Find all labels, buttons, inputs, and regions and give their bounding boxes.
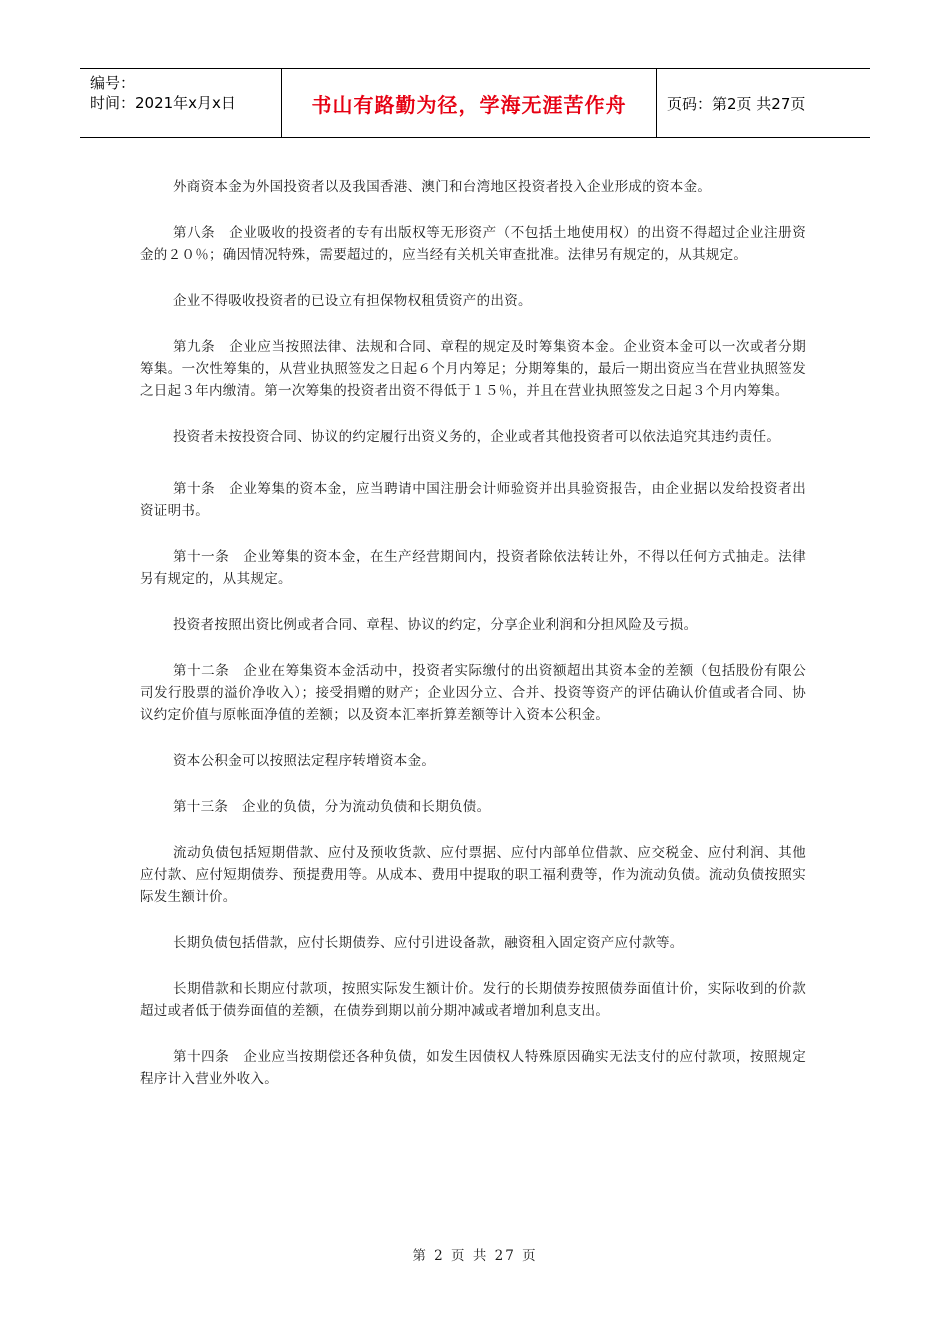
paragraph: 长期借款和长期应付款项，按照实际发生额计价。发行的长期债券按照债券面值计价，实际收到的价款超过或者低于债券面值的差额，在债券到期以前分期冲减或者增加利息支出。 (140, 981, 806, 1019)
paragraph: 第十三条 企业的负债，分为流动负债和长期负债。 (173, 799, 491, 815)
header-meta (80, 69, 282, 137)
page-footer: 第 2 页 共 27 页 (412, 1248, 538, 1264)
paragraph: 流动负债包括短期借款、应付及预收货款、应付票据、应付内部单位借款、应交税金、应付利润、其他应付款、应付短期债券、预提费用等。从成本、费用中提取的职工福利费等，作为流动负债。流动负债按照实际发生额计价。 (140, 845, 806, 905)
paragraph: 第十一条 企业筹集的资本金，在生产经营期间内，投资者除依法转让外，不得以任何方式抽走。法律另有规定的，从其规定。 (140, 549, 806, 587)
header-page-info: 页码：第2页 共27页 (667, 94, 806, 113)
paragraph: 第九条 企业应当按照法律、法规和合同、章程的规定及时筹集资本金。企业资本金可以一次或者分期筹集。一次性筹集的，从营业执照签发之日起６个月内筹足；分期筹集的，最后一期出资应当在营业执照签发之日起３年内缴清。第一次筹集的投资者出资不得低于１５％，并且在营业执照签发之日起３个月内筹集。 (140, 339, 806, 399)
paragraph: 外商资本金为外国投资者以及我国香港、澳门和台湾地区投资者投入企业形成的资本金。 (173, 179, 712, 195)
document-time: 时间：2021年x月x日 (90, 94, 236, 112)
paragraph: 长期负债包括借款，应付长期债券、应付引进设备款，融资租入固定资产应付款等。 (173, 935, 684, 951)
paragraph: 投资者按照出资比例或者合同、章程、协议的约定，分享企业利润和分担风险及亏损。 (173, 617, 698, 633)
paragraph: 第八条 企业吸收的投资者的专有出版权等无形资产（不包括土地使用权）的出资不得超过企业注册资金的２０％；确因情况特殊，需要超过的，应当经有关机关审查批准。法律另有规定的，从其规定。 (140, 225, 806, 263)
page-header (80, 68, 870, 138)
document-body (140, 176, 806, 1114)
paragraph: 资本公积金可以按照法定程序转增资本金。 (173, 753, 436, 769)
paragraph: 第十四条 企业应当按期偿还各种负债，如发生因债权人特殊原因确实无法支付的应付款项，按照规定程序计入营业外收入。 (140, 1049, 806, 1087)
paragraph: 第十二条 企业在筹集资本金活动中，投资者实际缴付的出资额超出其资本金的差额（包括股份有限公司发行股票的溢价净收入）；接受捐赠的财产；企业因分立、合并、投资等资产的评估确认价值或者合同、协议约定价值与原帐面净值的差额；以及资本汇率折算差额等计入资本公积金。 (140, 663, 806, 723)
paragraph: 企业不得吸收投资者的已设立有担保物权租赁资产的出资。 (173, 293, 532, 309)
paragraph: 第十条 企业筹集的资本金，应当聘请中国注册会计师验资并出具验资报告，由企业据以发给投资者出资证明书。 (140, 481, 806, 519)
paragraph: 投资者未按投资合同、协议的约定履行出资义务的，企业或者其他投资者可以依法追究其违约责任。 (173, 429, 781, 445)
document-number: 编号： (90, 74, 136, 92)
header-motto: 书山有路勤为径，学海无涯苦作舟 (282, 69, 657, 137)
